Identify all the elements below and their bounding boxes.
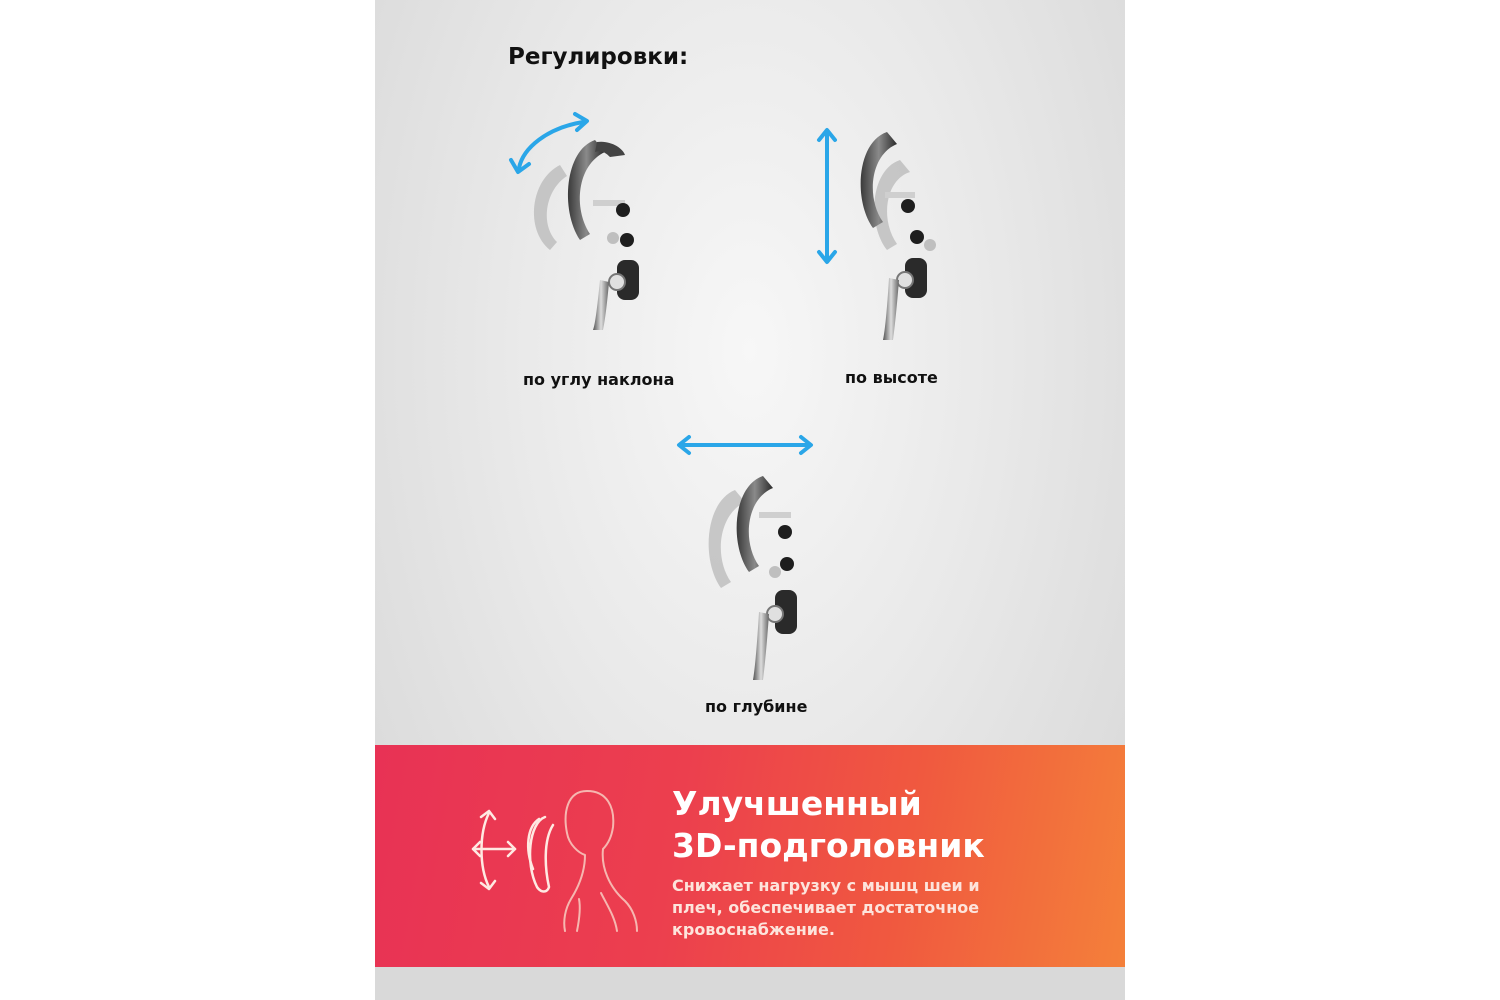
- product-card: [375, 0, 1125, 1000]
- tilt-adjustment: [505, 110, 675, 330]
- page-title: Регулировки:: [508, 44, 689, 70]
- depth-label: по глубине: [705, 697, 808, 716]
- headrest-depth-illustration: [675, 460, 845, 680]
- curved-rotate-arrow-icon: [505, 110, 595, 180]
- height-label: по высоте: [845, 368, 938, 387]
- depth-adjustment: [675, 460, 845, 680]
- banner-title: [672, 783, 1112, 867]
- bottom-strip: [375, 967, 1125, 1000]
- vertical-arrow-icon: [815, 126, 839, 266]
- banner-description: Снижает нагрузку с мышц шеи и плеч, обеспечивает достаточное кровоснабжение.: [672, 876, 980, 939]
- tilt-label: по углу наклона: [523, 370, 675, 389]
- head-neck-adjust-icon: [467, 783, 647, 933]
- banner-title-line1: Улучшенный: [672, 784, 922, 823]
- banner-title-line2: 3D-подголовник: [672, 826, 985, 865]
- feature-banner: [375, 745, 1125, 967]
- horizontal-arrow-icon: [675, 432, 815, 458]
